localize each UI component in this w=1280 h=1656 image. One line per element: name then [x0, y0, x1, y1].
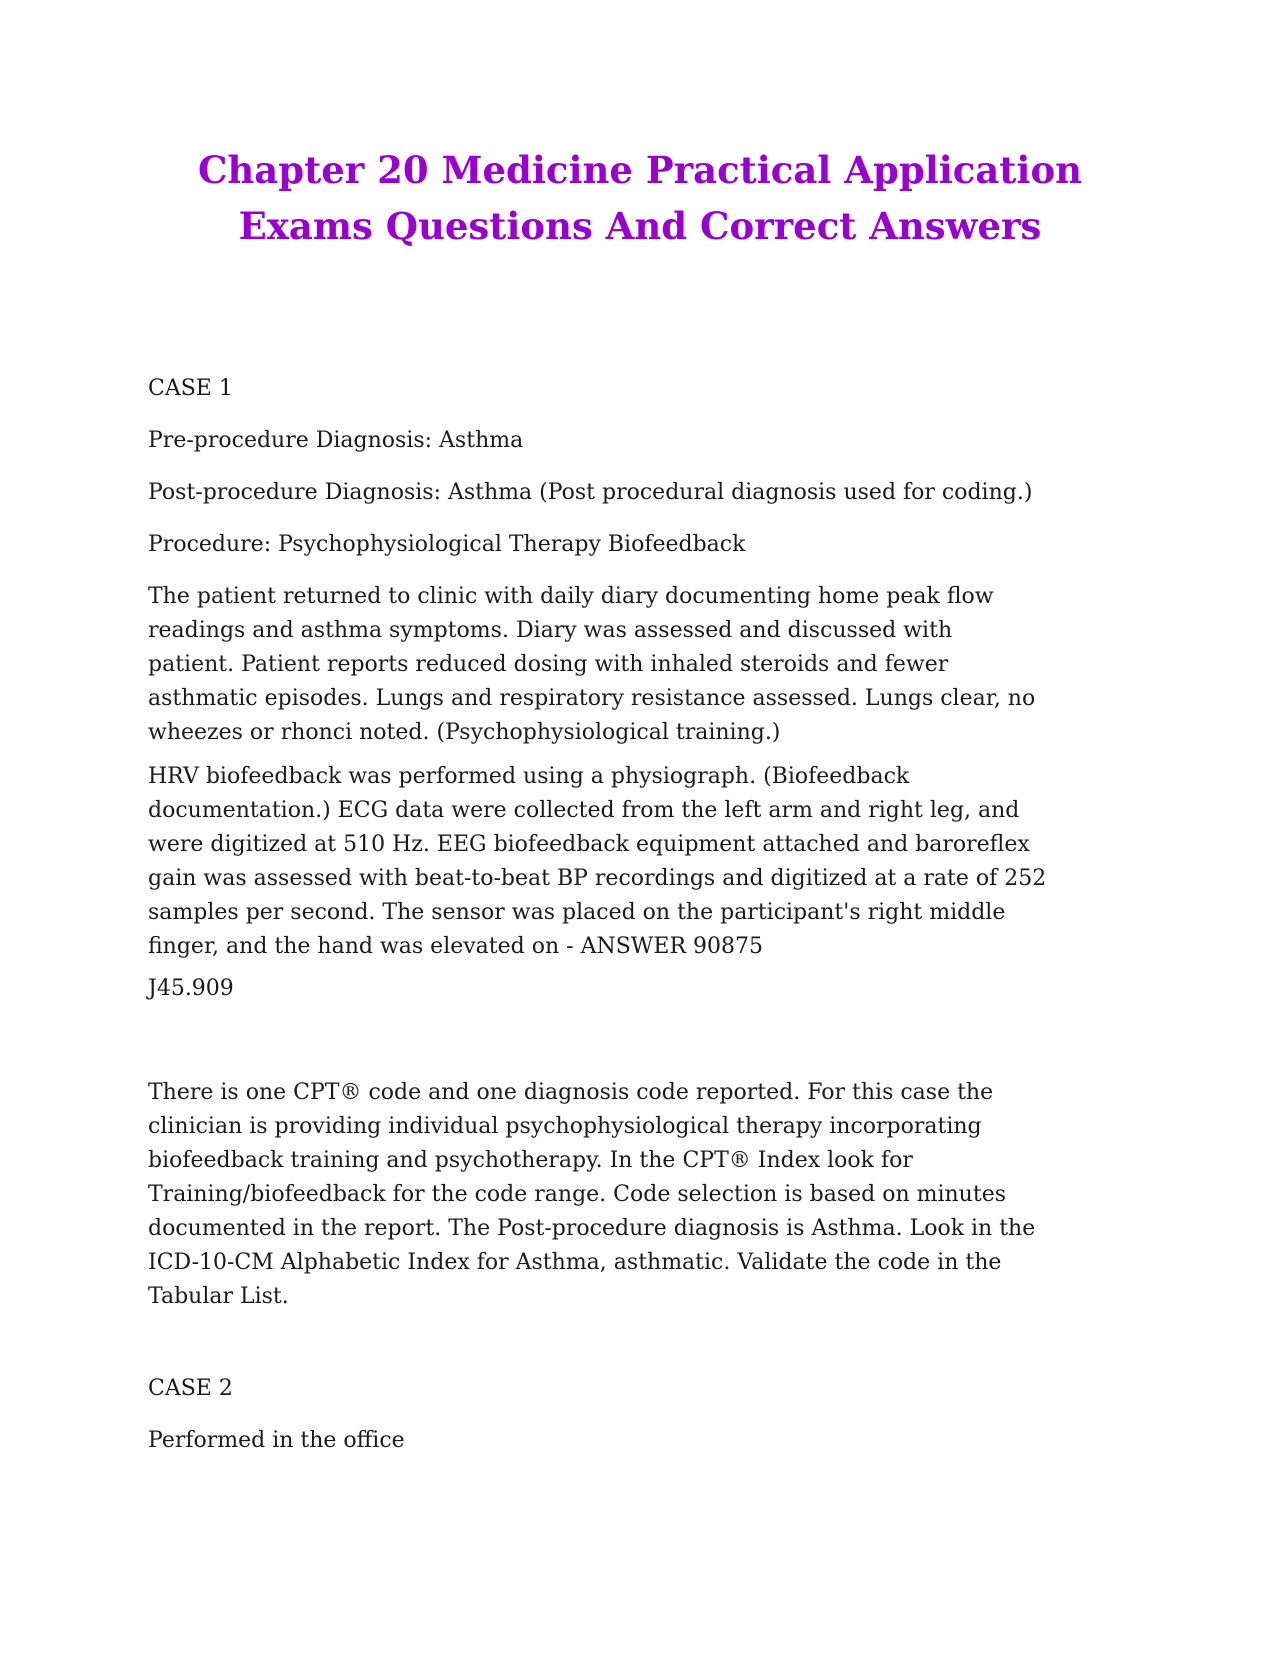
case2-heading: CASE 2	[148, 1376, 233, 1401]
narrative-2-line: documentation.) ECG data were collected from the left arm and right leg, and	[148, 798, 1020, 823]
narrative-1-line: wheezes or rhonci noted. (Psychophysiological training.)	[148, 720, 781, 745]
case1-heading: CASE 1	[148, 376, 233, 401]
narrative-2-line: finger, and the hand was elevated on - ANSWER 90875	[148, 934, 763, 959]
case1-rationale	[148, 1076, 1158, 1314]
case1-narrative-1	[148, 580, 1158, 750]
case1-narrative-2	[148, 760, 1158, 964]
case1-post-diagnosis: Post-procedure Diagnosis: Asthma (Post procedural diagnosis used for coding.)	[148, 480, 1033, 505]
rationale-line: documented in the report. The Post-procedure diagnosis is Asthma. Look in the	[148, 1216, 1036, 1241]
case1-diagnosis-code: J45.909	[148, 976, 234, 1001]
rationale-line: biofeedback training and psychotherapy. In the CPT® Index look for	[148, 1148, 913, 1173]
case1-pre-diagnosis: Pre-procedure Diagnosis: Asthma	[148, 428, 524, 453]
rationale-line: Training/biofeedback for the code range. Code selection is based on minutes	[148, 1182, 1006, 1207]
case2-setting: Performed in the office	[148, 1428, 405, 1453]
document-title	[120, 142, 1160, 254]
case1-procedure: Procedure: Psychophysiological Therapy Biofeedback	[148, 532, 746, 557]
narrative-1-line: patient. Patient reports reduced dosing with inhaled steroids and fewer	[148, 652, 949, 677]
rationale-line: Tabular List.	[148, 1284, 289, 1309]
title-line-1: Chapter 20 Medicine Practical Application	[197, 148, 1083, 192]
narrative-1-line: readings and asthma symptoms. Diary was assessed and discussed with	[148, 618, 953, 643]
narrative-1-line: asthmatic episodes. Lungs and respiratory resistance assessed. Lungs clear, no	[148, 686, 1036, 711]
rationale-line: clinician is providing individual psychophysiological therapy incorporating	[148, 1114, 982, 1139]
narrative-1-line: The patient returned to clinic with daily diary documenting home peak flow	[148, 584, 994, 609]
narrative-2-line: gain was assessed with beat-to-beat BP recordings and digitized at a rate of 252	[148, 866, 1047, 891]
rationale-line: There is one CPT® code and one diagnosis code reported. For this case the	[148, 1080, 994, 1105]
title-line-2: Exams Questions And Correct Answers	[238, 204, 1042, 248]
narrative-2-line: HRV biofeedback was performed using a physiograph. (Biofeedback	[148, 764, 910, 789]
narrative-2-line: were digitized at 510 Hz. EEG biofeedback equipment attached and baroreflex	[148, 832, 1030, 857]
rationale-line: ICD-10-CM Alphabetic Index for Asthma, asthmatic. Validate the code in the	[148, 1250, 1002, 1275]
narrative-2-line: samples per second. The sensor was placed on the participant's right middle	[148, 900, 1006, 925]
